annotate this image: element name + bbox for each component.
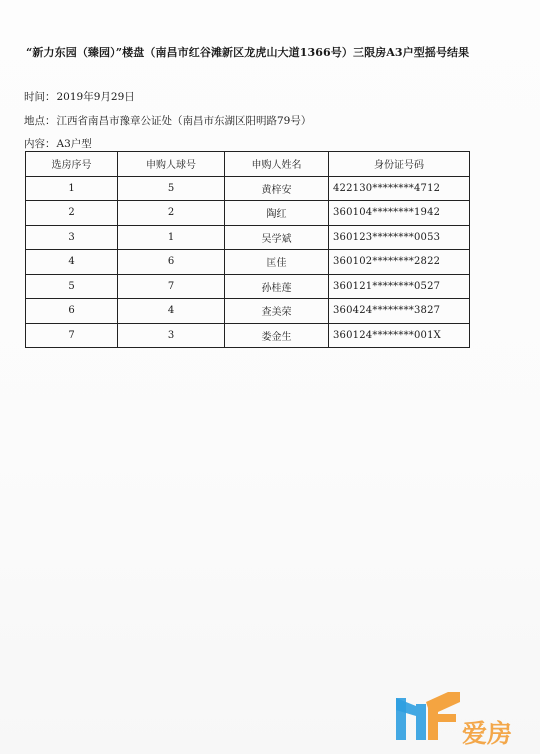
- place-value: 江西省南昌市豫章公证处（南昌市东湖区阳明路79号）: [56, 115, 312, 127]
- cell-ball: 6: [118, 250, 225, 275]
- header-seq: 选房序号: [26, 152, 118, 177]
- content-value: A3户型: [56, 138, 92, 150]
- document-title: “新力东园（臻园）”楼盘（南昌市红谷滩新区龙虎山大道1366号）三限房A3户型摇号结果: [26, 46, 470, 59]
- aifang-watermark-text: 爱房: [462, 719, 513, 748]
- time-value: 2019年9月29日: [56, 91, 135, 103]
- lottery-result-table: [25, 151, 470, 348]
- cell-name: 黄梓安: [225, 176, 329, 201]
- header-id: 身份证号码: [329, 152, 470, 177]
- cell-seq: 1: [26, 176, 118, 201]
- table-row: [26, 225, 470, 250]
- cell-ball: 1: [118, 225, 225, 250]
- place-label: 地点：: [24, 115, 56, 127]
- cell-name: 娄金生: [225, 323, 329, 348]
- table-header-row: [26, 152, 470, 177]
- content-line: [24, 136, 92, 151]
- cell-name: 查美荣: [225, 299, 329, 324]
- time-line: [24, 89, 135, 104]
- place-line: [24, 113, 311, 128]
- cell-ball: 5: [118, 176, 225, 201]
- cell-seq: 3: [26, 225, 118, 250]
- cell-ball: 2: [118, 201, 225, 226]
- time-label: 时间：: [24, 91, 56, 103]
- cell-id: 360424********3827: [329, 299, 470, 324]
- cell-name: 陶红: [225, 201, 329, 226]
- cell-name: 吴学斌: [225, 225, 329, 250]
- cell-id: 360104********1942: [329, 201, 470, 226]
- cell-ball: 4: [118, 299, 225, 324]
- table-row: [26, 250, 470, 275]
- table-row: [26, 274, 470, 299]
- cell-name: 匡佳: [225, 250, 329, 275]
- content-label: 内容：: [24, 138, 56, 150]
- cell-name: 孙桂莲: [225, 274, 329, 299]
- cell-seq: 7: [26, 323, 118, 348]
- table-row: [26, 299, 470, 324]
- cell-ball: 3: [118, 323, 225, 348]
- cell-id: 360121********0527: [329, 274, 470, 299]
- cell-ball: 7: [118, 274, 225, 299]
- cell-id: 360124********001X: [329, 323, 470, 348]
- cell-seq: 4: [26, 250, 118, 275]
- cell-id: 360102********2822: [329, 250, 470, 275]
- cell-id: 422130********4712: [329, 176, 470, 201]
- header-ball: 申购人球号: [118, 152, 225, 177]
- cell-seq: 5: [26, 274, 118, 299]
- table-row: [26, 201, 470, 226]
- header-name: 申购人姓名: [225, 152, 329, 177]
- table-row: [26, 176, 470, 201]
- cell-id: 360123********0053: [329, 225, 470, 250]
- table-row: [26, 323, 470, 348]
- cell-seq: 6: [26, 299, 118, 324]
- cell-seq: 2: [26, 201, 118, 226]
